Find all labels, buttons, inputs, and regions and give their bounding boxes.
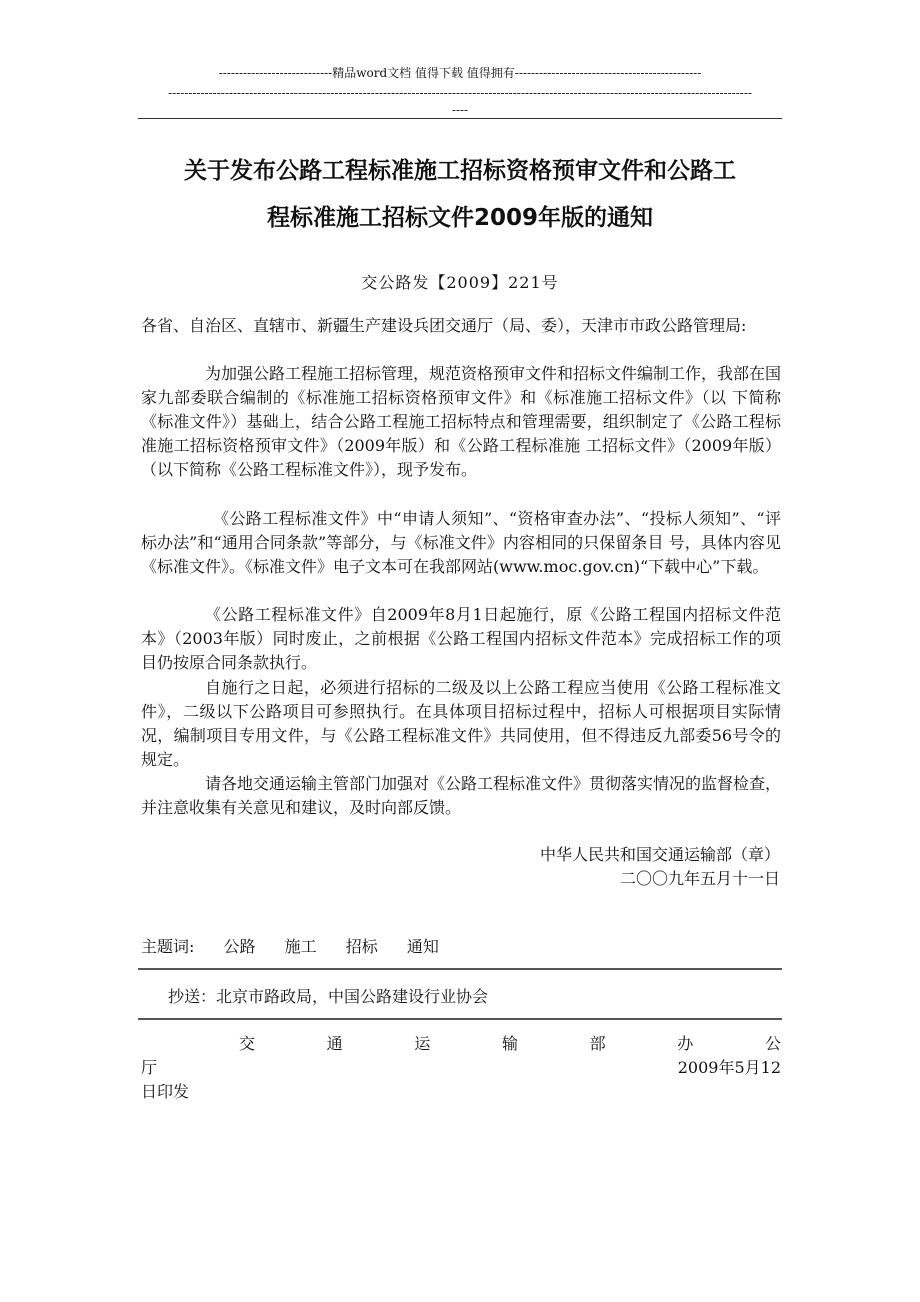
subject-word: 通知	[406, 937, 439, 956]
subject-label: 主题词:	[141, 937, 195, 956]
paragraph-2: 《公路工程标准文件》中“申请人须知”、“资格审查办法”、“投标人须知”、“评标办法”和“通用合同条款”等部分，与《标准文件》内容相同的只保留条目 号，具体内容见《标准文件》。《标准文件》电子文本可在我部网站(www.moc.gov.cn)“下载中心”下载。	[141, 509, 781, 576]
subject-word: 公路	[223, 937, 256, 956]
document-number: 交公路发【2009】221号	[361, 273, 559, 292]
cc-line: 抄送：北京市路政局，中国公路建设行业协会	[168, 987, 489, 1006]
signature-date: 二〇〇九年五月十一日	[619, 869, 780, 888]
office-char: 通	[326, 1034, 343, 1053]
office-char: 运	[414, 1034, 431, 1053]
office-char: 交	[239, 1034, 256, 1053]
paragraph-1: 为加强公路工程施工招标管理，规范资格预审文件和招标文件编制工作，我部在国家九部委联合编制的《标准施工招标资格预审文件》和《标准施工招标文件》（以 下简称《标准文件》）基础上，结合公路工程施工招标特点和管理需要，组织制定了《公路工程标准施工招标资格预审文件》（2009年版）和《公路工程标准施 工招标文件》（2009年版）（以下简称《公路工程标准文件》），现予发布。	[141, 364, 782, 479]
office-char: 办	[677, 1034, 694, 1053]
paragraph-4: 自施行之日起，必须进行招标的二级及以上公路工程应当使用《公路工程标准文件》，二级以下公路项目可参照执行。在具体项目招标过程中，招标人可根据项目实际情况，编制项目专用文件，与《公路工程标准文件》共同使用，但不得违反九部委56号令的规定。	[141, 678, 781, 769]
office-name-row	[141, 1032, 781, 1056]
document-title-line2: 程标准施工招标文件2009年版的通知	[266, 205, 653, 231]
header-dashes-end: ----	[451, 103, 469, 117]
office-date-row	[141, 1056, 781, 1080]
subject-keywords	[141, 934, 463, 957]
office-char: 公	[764, 1034, 781, 1053]
signature-org: 中华人民共和国交通运输部（章）	[539, 845, 780, 864]
header-banner: ----------------------------精品word文档 值得下载 值得拥有----------------------------------------------	[218, 66, 702, 80]
subject-word: 招标	[345, 937, 378, 956]
addressee: 各省、自治区、直辖市、新疆生产建设兵团交通厅（局、委），天津市市政公路管理局:	[141, 316, 747, 335]
office-name-end: 厅	[141, 1058, 158, 1077]
cc-rule	[138, 1018, 782, 1020]
paragraph-3: 《公路工程标准文件》自2009年8月1日起施行，原《公路工程国内招标文件范本》（2003年版）同时废止，之前根据《公路工程国内招标文件范本》完成招标工作的项目仍按原合同条款执行。	[141, 605, 781, 672]
office-char: 部	[589, 1034, 606, 1053]
issuing-office	[141, 1032, 781, 1104]
header-rule	[138, 118, 782, 119]
print-date-end: 日印发	[141, 1082, 190, 1101]
subject-rule	[138, 968, 782, 970]
print-date: 2009年5月12	[677, 1058, 781, 1077]
header-dashes: ------------------------------------------------------------------------------------------------------------------------------------------------	[168, 86, 752, 100]
subject-word: 施工	[284, 937, 317, 956]
paragraph-5: 请各地交通运输主管部门加强对《公路工程标准文件》贯彻落实情况的监督检查，并注意收集有关意见和建议，及时向部反馈。	[141, 774, 782, 817]
office-char: 输	[501, 1034, 518, 1053]
document-title-line1: 关于发布公路工程标准施工招标资格预审文件和公路工	[184, 158, 736, 184]
